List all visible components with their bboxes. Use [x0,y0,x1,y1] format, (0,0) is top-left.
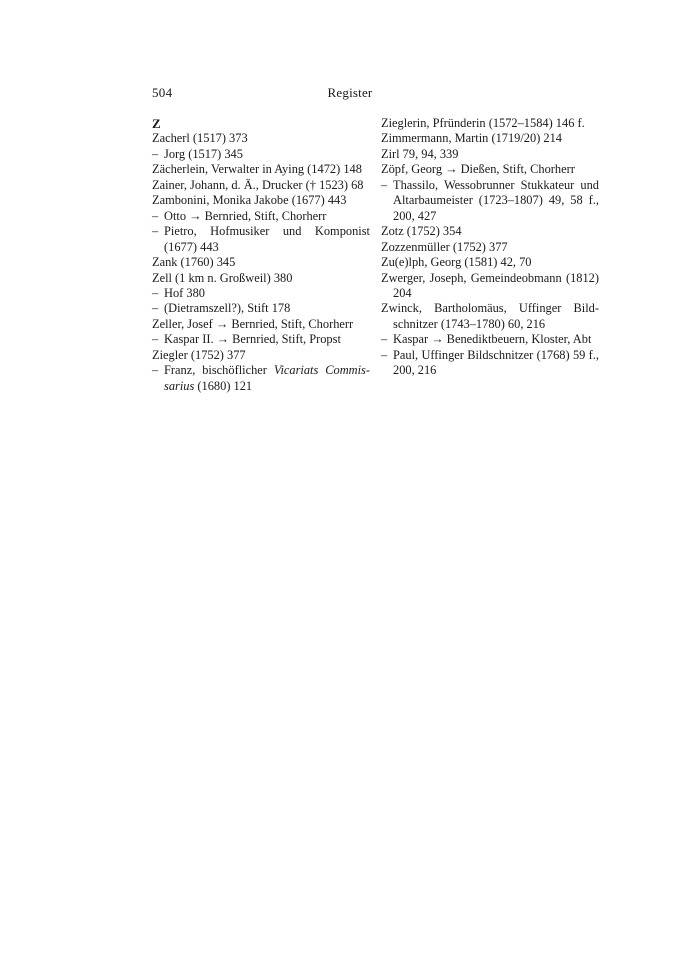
index-subentry: – Otto → Bernried, Stift, Chorherr [152,208,327,223]
page-number: 504 [152,85,173,100]
index-subentry: – Thassilo, Wessobrunner Stukkateur und Altarbaumeister (1723–1807) 49, 58 f., 200, 427 [381,177,599,223]
index-entry: Zimmermann, Martin (1719/20) 214 [381,131,563,146]
index-entry: Zächerlein, Verwalter in Aying (1472) 148 [152,162,362,177]
index-entry: Zank (1760) 345 [152,255,236,270]
index-entry: Ziegler (1752) 377 [152,347,246,362]
index-entry: Zwinck, Bartholomäus, Uffinger Bildschnitzer (1743–1780) 60, 216 [381,301,599,331]
index-entry: Zozzenmüller (1752) 377 [381,239,508,254]
index-subentry: – Kaspar → Benediktbeuern, Kloster, Abt [381,332,592,347]
index-entry: Zacherl (1517) 373 [152,131,248,146]
running-head: Register [327,85,373,100]
index-entry: Zöpf, Georg → Dießen, Stift, Chorherr [381,162,575,177]
index-entry: Zirl 79, 94, 339 [381,146,459,161]
index-column-left [152,116,370,394]
index-entry: Zainer, Johann, d. Ä., Drucker († 1523) 68 [152,177,364,192]
index-entry: Zwerger, Joseph, Gemeindeobmann (1812) 204 [381,270,599,300]
index-entry: Zu(e)lph, Georg (1581) 42, 70 [381,255,532,270]
index-subentry: – Jorg (1517) 345 [152,146,243,161]
index-entry: Zieglerin, Pfründerin (1572–1584) 146 f. [381,116,585,130]
index-subentry: – (Dietramszell?), Stift 178 [152,301,291,316]
index-subentry: – Hof 380 [152,285,205,300]
index-entry: Zell (1 km n. Großweil) 380 [152,270,293,285]
index-subentry: – Pietro, Hofmusiker und Komponist (1677) 443 [152,224,370,254]
index-entry: Zeller, Josef → Bernried, Stift, Chorherr [152,316,354,331]
index-column-right [381,116,599,379]
index-entry: Zambonini, Monika Jakobe (1677) 443 [152,193,347,208]
section-letter: Z [152,116,161,131]
index-entry: Zotz (1752) 354 [381,224,462,239]
index-subentry: – Franz, bischöflicher Vicariats Commissarius (1680) 121 [152,363,370,393]
index-subentry: – Kaspar II. → Bernried, Stift, Propst [152,332,341,347]
index-subentry: – Paul, Uffinger Bildschnitzer (1768) 59 f., 200, 216 [381,347,599,378]
